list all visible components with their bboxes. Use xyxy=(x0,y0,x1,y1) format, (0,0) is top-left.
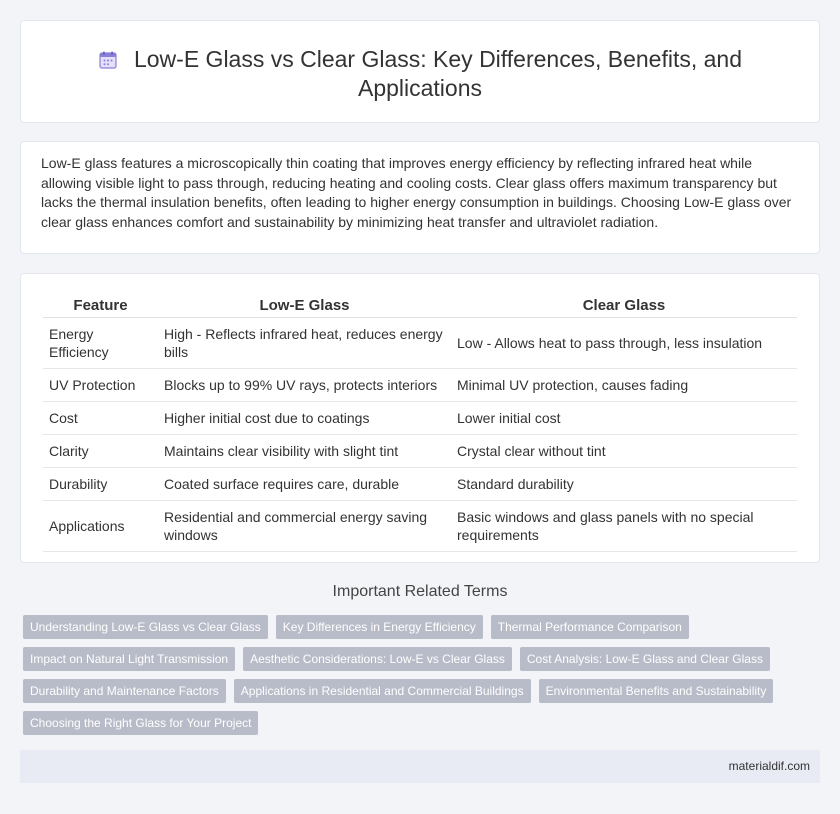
related-terms-title: Important Related Terms xyxy=(332,583,508,600)
comparison-card xyxy=(20,273,820,563)
related-term-tag[interactable]: Choosing the Right Glass for Your Project xyxy=(23,711,258,735)
page-title xyxy=(61,45,779,103)
column-header-low-e: Low-E Glass xyxy=(158,295,451,318)
related-term-tag[interactable]: Environmental Benefits and Sustainability xyxy=(539,679,774,703)
related-terms-list xyxy=(23,615,823,735)
table-cell: UV Protection xyxy=(43,369,158,402)
table-header-row xyxy=(43,295,797,318)
calendar-icon xyxy=(98,50,118,70)
table-cell: Maintains clear visibility with slight tint xyxy=(158,435,451,468)
column-header-clear: Clear Glass xyxy=(451,295,797,318)
related-term-tag[interactable]: Aesthetic Considerations: Low-E vs Clear Glass xyxy=(243,647,512,671)
table-cell: Blocks up to 99% UV rays, protects interiors xyxy=(158,369,451,402)
table-cell: Cost xyxy=(43,402,158,435)
table-row xyxy=(43,501,797,552)
table-row xyxy=(43,369,797,402)
table-row xyxy=(43,435,797,468)
related-term-tag[interactable]: Durability and Maintenance Factors xyxy=(23,679,226,703)
table-cell: Crystal clear without tint xyxy=(451,435,797,468)
table-cell: Applications xyxy=(43,501,158,552)
table-cell: Clarity xyxy=(43,435,158,468)
table-cell: Minimal UV protection, causes fading xyxy=(451,369,797,402)
column-header-feature: Feature xyxy=(43,295,158,318)
related-term-tag[interactable]: Applications in Residential and Commercial Buildings xyxy=(234,679,531,703)
table-row xyxy=(43,468,797,501)
table-cell: Coated surface requires care, durable xyxy=(158,468,451,501)
related-term-tag[interactable]: Thermal Performance Comparison xyxy=(491,615,689,639)
table-cell: Residential and commercial energy saving windows xyxy=(158,501,451,552)
table-cell: Higher initial cost due to coatings xyxy=(158,402,451,435)
related-term-tag[interactable]: Impact on Natural Light Transmission xyxy=(23,647,235,671)
footer-site-link[interactable]: materialdif.com xyxy=(728,759,810,773)
footer xyxy=(20,750,820,783)
comparison-table xyxy=(43,295,797,552)
table-row xyxy=(43,402,797,435)
table-cell: Energy Efficiency xyxy=(43,318,158,369)
intro-paragraph: Low-E glass features a microscopically thin coating that improves energy efficiency by reflecting infrared heat while allowing visible light to pass through, reducing heating and cooling costs. Clear glass offers maximum transparency but lacks the thermal insulation benefits, often leading to higher energy consumption in buildings. Choosing Low-E glass over clear glass enhances comfort and sustainability by minimizing heat transfer and ultraviolet radiation. xyxy=(41,155,792,230)
table-cell: Low - Allows heat to pass through, less insulation xyxy=(451,318,797,369)
intro-card xyxy=(20,141,820,254)
page-title-text: Low-E Glass vs Clear Glass: Key Differences, Benefits, and Applications xyxy=(133,46,743,101)
table-cell: Lower initial cost xyxy=(451,402,797,435)
table-cell: Durability xyxy=(43,468,158,501)
header-card xyxy=(20,20,820,123)
table-row xyxy=(43,318,797,369)
related-term-tag[interactable]: Key Differences in Energy Efficiency xyxy=(276,615,483,639)
related-term-tag[interactable]: Cost Analysis: Low-E Glass and Clear Glass xyxy=(520,647,770,671)
table-cell: High - Reflects infrared heat, reduces energy bills xyxy=(158,318,451,369)
table-cell: Standard durability xyxy=(451,468,797,501)
table-cell: Basic windows and glass panels with no special requirements xyxy=(451,501,797,552)
related-term-tag[interactable]: Understanding Low-E Glass vs Clear Glass xyxy=(23,615,268,639)
